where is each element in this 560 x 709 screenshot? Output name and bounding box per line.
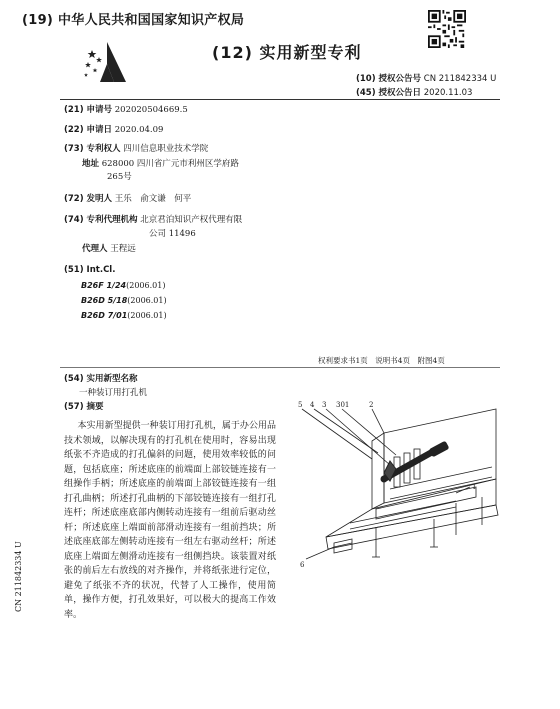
patentee-label: (73) 专利权人 <box>64 144 121 154</box>
publication-date-value: 2020.11.03 <box>423 88 473 98</box>
patentee-value: 四川信息职业技术学院 <box>123 144 209 154</box>
publication-number-row <box>356 72 496 84</box>
filing-date-value: 2020.04.09 <box>114 125 164 135</box>
agency-line-2: 公司 11496 <box>149 229 196 239</box>
inventors-value: 王乐 俞文谦 何平 <box>114 194 192 204</box>
part-label: 301 <box>336 401 350 409</box>
int-cl-label: (51) Int.Cl. <box>64 265 116 275</box>
filing-date-label: (22) 申请日 <box>64 125 113 135</box>
side-publication-number: CN 211842334 U <box>14 541 23 612</box>
inventors-row <box>64 193 191 205</box>
part-label: 1 <box>472 483 477 491</box>
part-label: 2 <box>369 401 374 409</box>
ipc-entry <box>81 296 167 305</box>
side-wall <box>384 409 496 503</box>
representative-drawing <box>286 397 508 581</box>
abstract-text: 本实用新型提供一种装订用打孔机，属于办公用品技术领域，以解决现有的打孔机在使用时，容易出现纸张不齐造成的打孔偏斜的问题，使用效率较低的问题，包括底座；所述底座的前端面上部铰链连接有一组操作手柄；所述底座的前端面上部铰链连接有一组打孔曲柄；所述打孔曲柄的下部铰链连接有一组打孔连杆；所述底座底部内侧转动连接有一组前后驱动丝杆；所述底座上端面前部滑动连接有一组前挡块；所述底座底部左侧转动连接有一组左右驱动丝杆；所述底座上端面左侧滑动连接有一组侧挡块。该装置对纸张的前后左右放线的对齐操作，并将纸张进行定位，避免了纸张不齐的状况，代替了人工操作，使用简单，操作方便，打孔效果好，可以极大的提高工作效率。 <box>64 421 276 620</box>
address-label: 地址 <box>82 159 100 169</box>
section-divider <box>60 367 500 368</box>
agency-line-1: 北京君泊知识产权代理有限 <box>140 215 243 225</box>
ipc-entry <box>81 311 167 320</box>
header-divider <box>60 99 500 100</box>
filing-date-row <box>64 124 163 136</box>
application-number-row <box>64 104 188 116</box>
agent-row <box>82 243 136 255</box>
patent-type-title: (12) 实用新型专利 <box>212 43 362 62</box>
page-counts: 权利要求书1页 说明书4页 附图4页 <box>318 356 445 365</box>
address-line-2: 265号 <box>107 172 132 182</box>
agency-row <box>64 214 242 226</box>
inventors-label: (72) 发明人 <box>64 194 113 204</box>
ipc-code: B26D 7/01 <box>81 311 128 320</box>
publication-date-label: (45) 授权公告日 <box>356 88 422 98</box>
title-label: (54) 实用新型名称 <box>64 374 138 384</box>
patent-office-name: (19) 中华人民共和国国家知识产权局 <box>22 13 245 28</box>
ipc-code: B26F 1/24 <box>81 281 127 290</box>
address-line-1: 628000 四川省广元市利州区学府路 <box>101 159 239 169</box>
ipc-date: (2006.01) <box>126 281 166 290</box>
ipc-code: B26D 5/18 <box>81 296 128 305</box>
rear-wall <box>372 433 384 509</box>
part-label: 5 <box>298 401 303 409</box>
abstract-label: (57) 摘要 <box>64 402 104 412</box>
agency-label: (74) 专利代理机构 <box>64 215 138 225</box>
ipc-date: (2006.01) <box>127 311 167 320</box>
application-number-label: (21) 申请号 <box>64 105 113 115</box>
patentee-row <box>64 143 208 155</box>
qr-code <box>428 10 466 48</box>
ipc-date: (2006.01) <box>127 296 167 305</box>
part-label: 4 <box>310 401 315 409</box>
publication-date-row <box>356 86 472 98</box>
publication-number-label: (10) 授权公告号 <box>356 74 422 84</box>
part-label: 3 <box>322 401 327 409</box>
int-cl-row <box>64 264 115 276</box>
utility-model-title: 一种装订用打孔机 <box>79 388 148 398</box>
cnipa-logo-icon <box>82 40 128 84</box>
ipc-entry <box>81 281 165 290</box>
address-row <box>82 158 239 170</box>
agent-value: 王程远 <box>110 244 136 254</box>
agent-label: 代理人 <box>82 244 108 254</box>
application-number-value: 202020504669.5 <box>114 105 188 115</box>
publication-number-value: CN 211842334 U <box>423 74 497 84</box>
part-label: 6 <box>300 561 305 569</box>
